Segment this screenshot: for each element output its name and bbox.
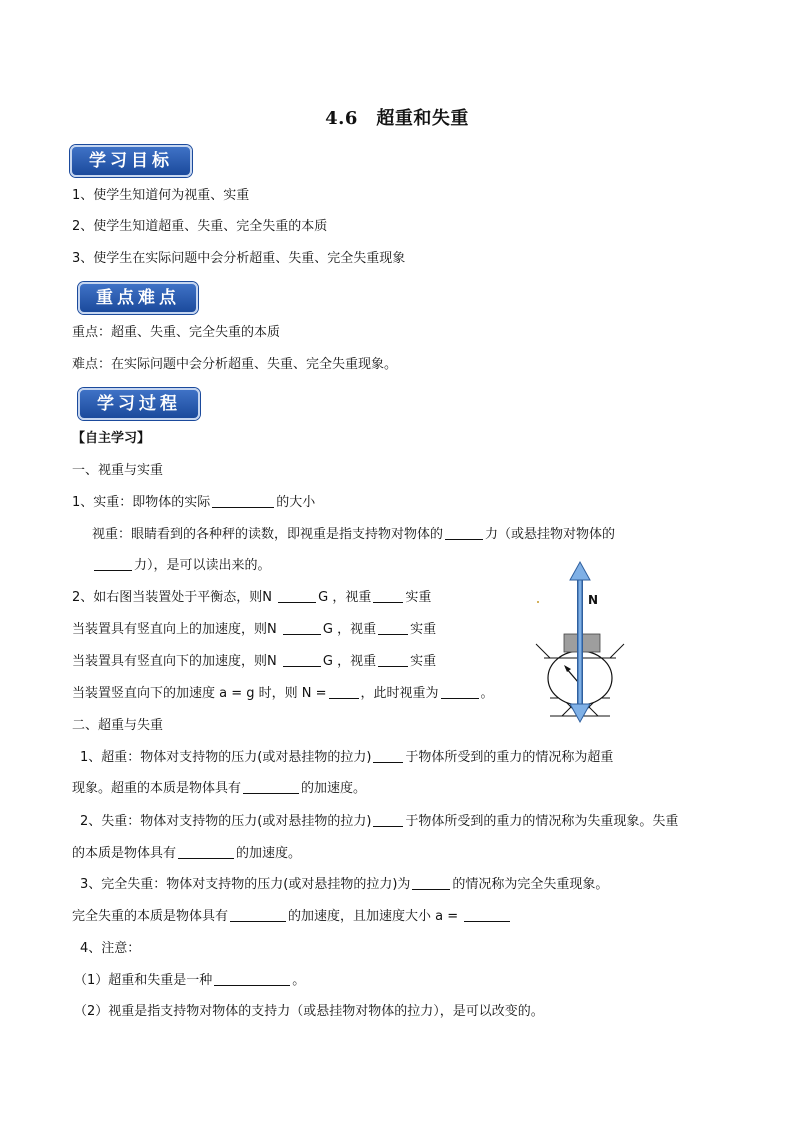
down-arrow-icon [570, 704, 590, 722]
force-label-n: N [588, 593, 599, 607]
blank[interactable] [445, 526, 483, 540]
objective-1: 1、使学生知道何为视重、实重 [72, 188, 250, 203]
banner-objectives: 学习目标 [70, 145, 192, 177]
banner-keypoints: 重点难点 [78, 282, 198, 314]
section2-heading: 二、超重与失重 [72, 718, 164, 733]
page-title: 4.6 超重和失重 [325, 108, 469, 129]
full-loss-line-2: 完全失重的本质是物体具有 的加速度，且加速度大小 a = [72, 908, 512, 926]
item1-line: 1、实重：即物体的实际 的大小 [72, 495, 316, 510]
blank[interactable] [373, 749, 403, 763]
blank[interactable] [329, 685, 359, 699]
blank[interactable] [278, 589, 316, 603]
blank[interactable] [373, 589, 403, 603]
blank[interactable] [178, 845, 234, 859]
weightloss-line-2: 的本质是物体具有 的加速度。 [72, 846, 302, 861]
blank[interactable] [378, 621, 408, 635]
free-fall-line: 当装置竖直向下的加速度 a = g 时，则 N = ，此时视重为 。 [72, 686, 494, 701]
blank[interactable] [283, 621, 321, 635]
down-accel-line: 当装置具有竖直向下的加速度，则N G ，视重 实重 [72, 654, 437, 669]
blank[interactable] [373, 813, 403, 827]
blank[interactable] [464, 908, 510, 922]
self-study-heading: 【自主学习】 [72, 431, 151, 446]
blank[interactable] [243, 780, 299, 794]
note-1: （1）超重和失重是一种 。 [74, 973, 306, 988]
blank[interactable] [378, 653, 408, 667]
note-2: （2）视重是指支持物对物体的支持力（或悬挂物对物体的拉力），是可以改变的。 [74, 1004, 544, 1019]
banner-process: 学习过程 [78, 388, 200, 420]
blank[interactable] [441, 685, 479, 699]
blank[interactable] [230, 908, 286, 922]
view-weight-line-2: 力），是可以读出来的。 [92, 557, 271, 575]
blank[interactable] [212, 494, 274, 508]
objective-3: 3、使学生在实际问题中会分析超重、失重、完全失重现象 [72, 251, 406, 266]
equilibrium-line: 2、如右图当装置处于平衡态，则N G ，视重 实重 [72, 590, 432, 605]
objective-2: 2、使学生知道超重、失重、完全失重的本质 [72, 219, 328, 234]
blank[interactable] [283, 653, 321, 667]
overweight-line-2: 现象。超重的本质是物体具有 的加速度。 [72, 781, 367, 796]
overweight-line: 1、超重：物体对支持物的压力(或对悬挂物的拉力) 于物体所受到的重力的情况称为超重 [80, 750, 614, 765]
blank[interactable] [214, 972, 290, 986]
blank[interactable] [412, 876, 450, 890]
full-loss-line: 3、完全失重：物体对支持物的压力(或对悬挂物的拉力)为 的情况称为完全失重现象。 [80, 877, 609, 892]
note-heading: 4、注意： [80, 941, 141, 956]
up-arrow-icon [570, 562, 590, 580]
up-accel-line: 当装置具有竖直向上的加速度，则N G ，视重 实重 [72, 622, 437, 637]
difficult-point: 难点：在实际问题中会分析超重、失重、完全失重现象。 [72, 357, 398, 372]
section1-heading: 一、视重与实重 [72, 463, 164, 478]
weightloss-line: 2、失重：物体对支持物的压力(或对悬挂物的拉力) 于物体所受到的重力的情况称为失重现象。失重 [80, 814, 679, 829]
key-point: 重点：超重、失重、完全失重的本质 [72, 325, 281, 340]
apparatus-figure [522, 558, 642, 733]
blank[interactable] [94, 557, 132, 571]
view-weight-line: 视重：眼睛看到的各种秤的读数，即视重是指支持物对物体的 力（或悬挂物对物体的 [92, 527, 616, 542]
